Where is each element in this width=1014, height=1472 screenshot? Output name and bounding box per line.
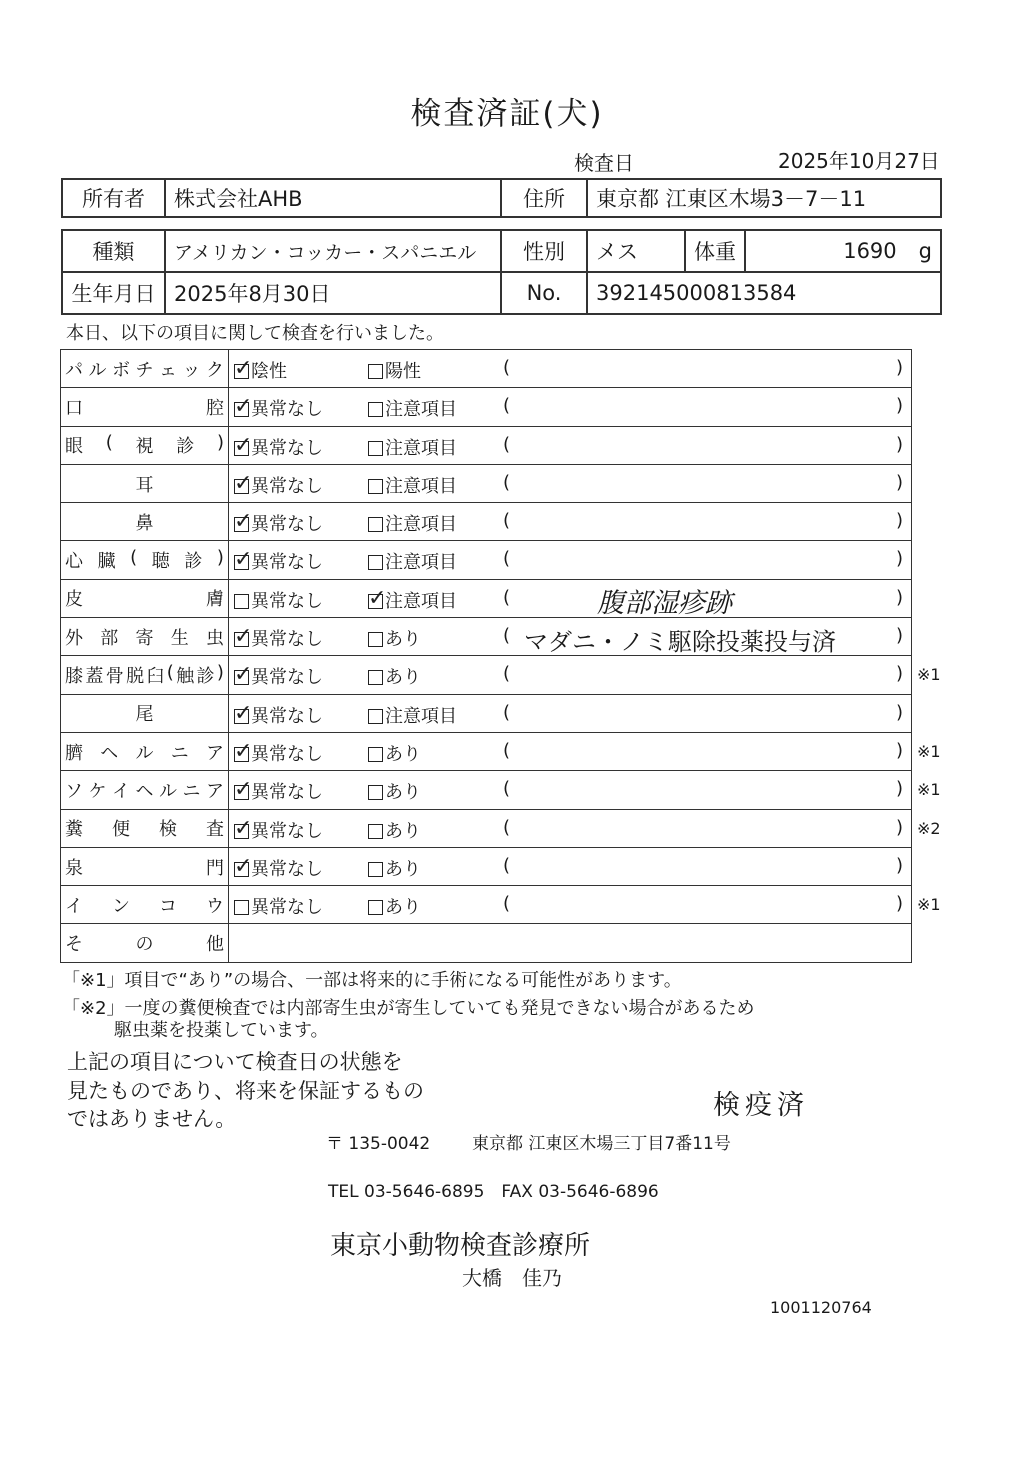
- checked-checkbox[interactable]: [234, 624, 253, 650]
- option-label: あり: [385, 897, 421, 919]
- exam-item-label: 心 臓 ( 聴 診 ): [65, 547, 224, 573]
- exam-row: [61, 694, 912, 732]
- remark-open-paren: (: [503, 816, 511, 838]
- check-mark-icon: ✓: [234, 547, 253, 573]
- exam-result: [229, 541, 912, 579]
- option-2[interactable]: [368, 587, 457, 613]
- exam-item-name: [61, 350, 229, 388]
- option-label: 注意項目: [385, 590, 457, 612]
- remark-open-paren: (: [503, 739, 511, 761]
- option-label: 異常なし: [251, 590, 323, 612]
- option-1[interactable]: [234, 893, 323, 919]
- sex-value: メス: [587, 230, 685, 272]
- remark-close-paren: ): [895, 625, 903, 647]
- vet-name: 大橋 佳乃: [462, 1266, 562, 1290]
- option-1[interactable]: [234, 587, 323, 613]
- checkbox[interactable]: [368, 709, 383, 724]
- tel-fax: TEL 03-5646-6895 FAX 03-5646-6896: [328, 1182, 659, 1202]
- dob-value: 2025年8月30日: [165, 272, 501, 314]
- option-1[interactable]: [234, 625, 323, 651]
- exam-result: [229, 886, 912, 924]
- option-2[interactable]: [368, 625, 421, 651]
- exam-result: [229, 656, 912, 694]
- option-label: 異常なし: [251, 514, 323, 536]
- dob-label: 生年月日: [62, 272, 165, 314]
- exam-item-name: [61, 732, 229, 770]
- option-1[interactable]: [234, 817, 323, 843]
- remark-open-paren: (: [503, 357, 511, 378]
- remark-close-paren: ): [895, 548, 903, 570]
- option-2[interactable]: [368, 817, 421, 843]
- exam-result: [229, 732, 912, 770]
- option-1[interactable]: [234, 395, 323, 421]
- footnote-marker: ※1: [917, 665, 941, 685]
- option-label: 異常なし: [251, 399, 323, 421]
- option-2[interactable]: [368, 472, 457, 498]
- remark-open-paren: (: [503, 548, 511, 570]
- footnote-2-cont: 駆虫薬を投薬しています。: [114, 1020, 329, 1041]
- weight-cell: [745, 230, 941, 272]
- option-label: 異常なし: [251, 858, 323, 880]
- checkbox[interactable]: [368, 479, 383, 494]
- clinic-address: 東京都 江東区木場三丁目7番11号: [472, 1134, 731, 1154]
- exam-item-label: パ ル ボ チ ェ ッ ク: [65, 359, 224, 381]
- owner-label: 所有者: [62, 179, 165, 217]
- check-mark-icon: ✓: [234, 777, 253, 803]
- footnote-marker: ※1: [917, 895, 941, 915]
- check-mark-icon: ✓: [234, 624, 253, 650]
- document-title: 検査済証(犬): [410, 96, 604, 132]
- exam-item-label: イ ン コ ウ: [65, 895, 224, 917]
- weight-label: 体重: [685, 230, 745, 272]
- option-label: 異常なし: [251, 437, 323, 459]
- option-label: 注意項目: [385, 475, 457, 497]
- option-2[interactable]: [368, 357, 421, 383]
- check-mark-icon: ✓: [234, 470, 253, 496]
- weight-unit: g: [918, 239, 932, 263]
- remark-open-paren: (: [503, 510, 511, 532]
- remark-text: 腹部湿疹跡: [597, 587, 732, 618]
- exam-result: [229, 464, 912, 502]
- number-value: 392145000813584: [587, 272, 941, 314]
- remark-open-paren: (: [503, 395, 511, 417]
- option-label: 異常なし: [251, 782, 323, 804]
- checkbox[interactable]: [368, 785, 383, 800]
- checked-checkbox[interactable]: [234, 815, 253, 841]
- option-2[interactable]: [368, 893, 421, 919]
- check-mark-icon: ✓: [234, 662, 253, 688]
- exam-item-name: [61, 809, 229, 847]
- clinic-name: 東京小動物検査診療所: [330, 1231, 591, 1261]
- option-1[interactable]: [234, 740, 323, 766]
- exam-item-name: [61, 656, 229, 694]
- remark-close-paren: ): [895, 701, 903, 723]
- exam-item-name: [61, 388, 229, 426]
- exam-item-label: ソ ケ イ ヘ ル ニ ア: [65, 780, 224, 802]
- remark-open-paren: (: [503, 586, 511, 608]
- checkbox[interactable]: [368, 670, 383, 685]
- option-label: 陰性: [251, 361, 287, 382]
- checkbox[interactable]: [368, 900, 383, 915]
- checkbox[interactable]: [368, 747, 383, 762]
- option-2[interactable]: [368, 395, 457, 421]
- exam-item-name: [61, 464, 229, 502]
- exam-result: [229, 694, 912, 732]
- remark-close-paren: ): [895, 739, 903, 761]
- exam-item-label: 鼻: [135, 512, 154, 534]
- exam-row: [61, 541, 912, 579]
- option-1[interactable]: [234, 472, 323, 498]
- exam-item-label: 泉 門: [65, 857, 224, 879]
- exam-item-label: 外 部 寄 生 虫: [65, 627, 224, 649]
- check-mark-icon: ✓: [234, 432, 253, 458]
- option-2[interactable]: [368, 548, 457, 574]
- exam-row: [61, 426, 912, 464]
- checked-checkbox[interactable]: [234, 394, 253, 420]
- exam-item-label: 眼 ( 視 診 ): [65, 432, 224, 458]
- exam-table: [60, 349, 912, 963]
- breed-value: アメリカン・コッカー・スパニエル: [165, 230, 501, 272]
- option-label: あり: [385, 858, 421, 880]
- option-label: あり: [385, 629, 421, 651]
- exam-result: [229, 503, 912, 541]
- option-label: 異常なし: [251, 705, 323, 727]
- remark-open-paren: (: [503, 471, 511, 493]
- remark-close-paren: ): [895, 778, 903, 800]
- address-label: 住所: [501, 179, 587, 217]
- check-mark-icon: ✓: [234, 356, 253, 381]
- option-1[interactable]: [234, 702, 323, 728]
- option-label: 異常なし: [251, 552, 323, 574]
- checked-checkbox[interactable]: [368, 585, 387, 611]
- remark-open-paren: (: [503, 893, 511, 915]
- remark-close-paren: ): [895, 816, 903, 838]
- address-value: 東京都 江東区木場3－7－11: [587, 179, 941, 217]
- option-1[interactable]: [234, 548, 323, 574]
- checked-checkbox[interactable]: [234, 432, 253, 458]
- sex-label: 性別: [501, 230, 587, 272]
- certificate-number: 1001120764: [770, 1298, 872, 1317]
- option-label: あり: [385, 782, 421, 804]
- checked-checkbox[interactable]: [234, 853, 253, 879]
- exam-row: [61, 388, 912, 426]
- quarantine-stamp: 検疫済: [713, 1090, 809, 1121]
- remark-open-paren: (: [503, 854, 511, 876]
- option-label: あり: [385, 667, 421, 689]
- exam-result: [229, 350, 912, 388]
- option-2[interactable]: [368, 510, 457, 536]
- remark-close-paren: ): [895, 893, 903, 915]
- exam-result: [229, 579, 912, 617]
- exam-date-label: 検査日: [574, 151, 634, 175]
- remark-open-paren: (: [503, 625, 511, 647]
- exam-result: [229, 426, 912, 464]
- exam-row: [61, 350, 912, 388]
- check-mark-icon: ✓: [234, 738, 253, 764]
- option-label: 異常なし: [251, 667, 323, 689]
- remark-close-paren: ): [895, 854, 903, 876]
- remark-open-paren: (: [503, 663, 511, 685]
- exam-item-name: [61, 503, 229, 541]
- option-2[interactable]: [368, 663, 421, 689]
- other-value[interactable]: [229, 924, 912, 962]
- check-mark-icon: ✓: [234, 394, 253, 420]
- option-label: 注意項目: [385, 552, 457, 574]
- exam-row: [61, 464, 912, 502]
- option-1[interactable]: [234, 855, 323, 881]
- owner-table: [61, 178, 942, 218]
- check-mark-icon: ✓: [234, 815, 253, 841]
- footnote-1: 「※1」項目で“あり”の場合、一部は将来的に手術になる可能性があります。: [62, 970, 682, 991]
- option-2[interactable]: [368, 434, 457, 460]
- owner-value: 株式会社AHB: [165, 179, 501, 217]
- option-1[interactable]: [234, 663, 323, 689]
- number-label: No.: [501, 272, 587, 314]
- exam-row: [61, 771, 912, 809]
- checkbox[interactable]: [368, 364, 383, 379]
- option-1[interactable]: [234, 778, 323, 804]
- remark-close-paren: ): [895, 395, 903, 417]
- option-1[interactable]: [234, 510, 323, 536]
- exam-row: [61, 579, 912, 617]
- exam-item-name: [61, 426, 229, 464]
- option-label: 注意項目: [385, 705, 457, 727]
- option-label: 注意項目: [385, 514, 457, 536]
- footnote-marker: ※1: [917, 780, 941, 800]
- option-label: 異常なし: [251, 743, 323, 765]
- option-2[interactable]: [368, 778, 421, 804]
- option-label: あり: [385, 743, 421, 765]
- checked-checkbox[interactable]: [234, 470, 253, 496]
- option-label: 異常なし: [251, 629, 323, 651]
- footnote-marker: ※2: [917, 818, 941, 838]
- checkbox[interactable]: [234, 900, 249, 915]
- remark-close-paren: ): [895, 586, 903, 608]
- option-label: 異常なし: [251, 897, 323, 919]
- remark-close-paren: ): [895, 433, 903, 455]
- exam-item-name: [61, 771, 229, 809]
- exam-item-label: 膝 蓋 骨 脱 臼 ( 触 診 ): [65, 662, 224, 688]
- checked-checkbox[interactable]: [234, 509, 253, 535]
- option-1[interactable]: [234, 357, 287, 383]
- checkbox[interactable]: [368, 862, 383, 877]
- checkbox[interactable]: [368, 402, 383, 417]
- postal-code: 〒 135-0042: [326, 1134, 431, 1154]
- option-label: 異常なし: [251, 475, 323, 497]
- exam-item-name: [61, 618, 229, 656]
- exam-result: [229, 771, 912, 809]
- checked-checkbox[interactable]: [234, 547, 253, 573]
- checked-checkbox[interactable]: [234, 356, 253, 381]
- exam-item-label: 臍 ヘ ル ニ ア: [65, 742, 224, 764]
- option-label: 注意項目: [385, 399, 457, 421]
- exam-date: 2025年10月27日: [778, 149, 940, 173]
- check-mark-icon: ✓: [234, 509, 253, 535]
- option-2[interactable]: [368, 740, 421, 766]
- checked-checkbox[interactable]: [234, 738, 253, 764]
- exam-row: [61, 886, 912, 924]
- option-2[interactable]: [368, 855, 421, 881]
- checkbox[interactable]: [368, 517, 383, 532]
- exam-result: [229, 388, 912, 426]
- exam-row: [61, 809, 912, 847]
- exam-item-name: [61, 886, 229, 924]
- exam-item-name: [61, 541, 229, 579]
- check-mark-icon: ✓: [234, 700, 253, 726]
- checkbox[interactable]: [368, 441, 383, 456]
- remark-close-paren: ): [895, 357, 903, 378]
- other-label-cell: [61, 924, 229, 962]
- exam-row: [61, 656, 912, 694]
- exam-item-name: [61, 847, 229, 885]
- footnote-marker: ※1: [917, 742, 941, 761]
- animal-table: [61, 229, 942, 315]
- exam-item-label: 耳: [135, 474, 154, 496]
- exam-row: [61, 732, 912, 770]
- exam-row: [61, 618, 912, 656]
- exam-result: [229, 809, 912, 847]
- checked-checkbox[interactable]: [234, 662, 253, 688]
- intro-text: 本日、以下の項目に関して検査を行いました。: [66, 323, 444, 344]
- breed-label: 種類: [62, 230, 165, 272]
- exam-item-label: 糞 便 検 査: [65, 819, 224, 841]
- checkbox[interactable]: [368, 555, 383, 570]
- checkbox[interactable]: [234, 594, 249, 609]
- checked-checkbox[interactable]: [234, 777, 253, 803]
- exam-item-label: 皮 膚: [65, 589, 224, 611]
- exam-item-name: [61, 579, 229, 617]
- check-mark-icon: ✓: [234, 853, 253, 879]
- exam-item-label: 口 腔: [65, 397, 224, 419]
- check-mark-icon: ✓: [368, 585, 387, 611]
- exam-row: [61, 847, 912, 885]
- remark-close-paren: ): [895, 471, 903, 493]
- checkbox[interactable]: [368, 632, 383, 647]
- checked-checkbox[interactable]: [234, 700, 253, 726]
- other-label: そ の 他: [65, 934, 224, 956]
- weight-value: 1690: [843, 239, 897, 263]
- option-label: 異常なし: [251, 820, 323, 842]
- remark-open-paren: (: [503, 778, 511, 800]
- checkbox[interactable]: [368, 824, 383, 839]
- remark-text: マダニ・ノミ駆除投薬投与済: [524, 628, 836, 656]
- remark-close-paren: ): [895, 663, 903, 685]
- exam-row-other: [61, 924, 912, 962]
- remark-close-paren: ): [895, 510, 903, 532]
- declaration-line-2: 見たものであり、将来を保証するもの: [67, 1079, 424, 1103]
- declaration-line-1: 上記の項目について検査日の状態を: [67, 1050, 403, 1074]
- declaration-line-3: ではありません。: [67, 1107, 237, 1131]
- option-label: 注意項目: [385, 437, 457, 459]
- remark-open-paren: (: [503, 701, 511, 723]
- exam-item-label: 尾: [135, 704, 154, 726]
- option-label: あり: [385, 820, 421, 842]
- exam-item-name: [61, 694, 229, 732]
- option-1[interactable]: [234, 434, 323, 460]
- exam-result: [229, 847, 912, 885]
- remark-open-paren: (: [503, 433, 511, 455]
- exam-result: [229, 618, 912, 656]
- option-label: 陽性: [385, 361, 421, 382]
- footnote-2: 「※2」一度の糞便検査では内部寄生虫が寄生していても発見できない場合があるため: [62, 998, 755, 1019]
- option-2[interactable]: [368, 702, 457, 728]
- exam-row: [61, 503, 912, 541]
